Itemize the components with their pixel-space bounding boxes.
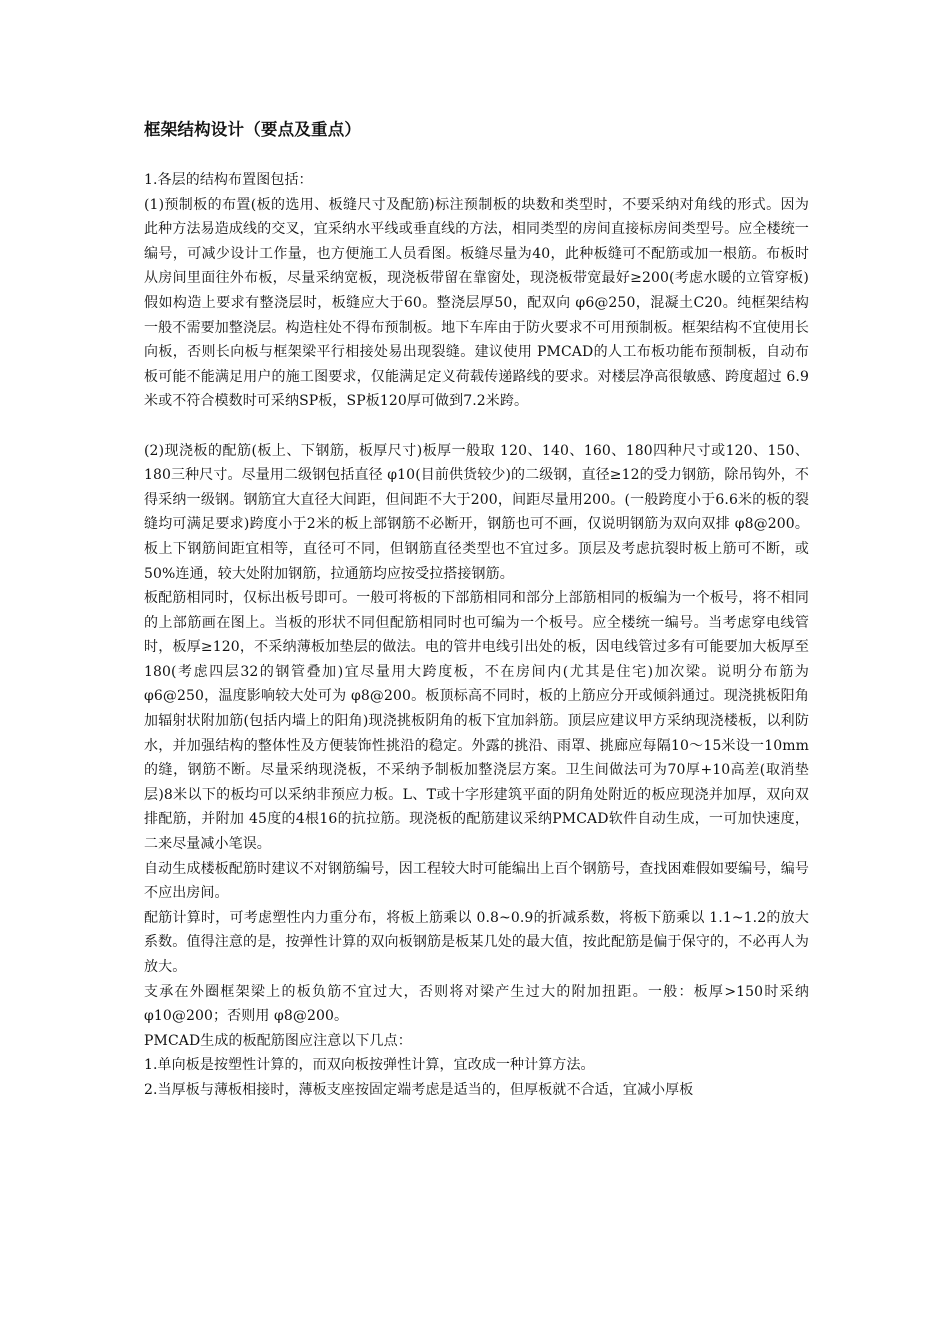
paragraph-precast-slab: (1)预制板的布置(板的选用、板缝尺寸及配筋)标注预制板的块数和类型时，不要采纳对角线的形式。因为此种方法易造成线的交叉，宜采纳水平线或垂直线的方法，相同类型的房间直接标房间类型号。应全楼统一编号，可减少设计工作量，也方便施工人员看图。板缝尽量为40，此种板缝可不配筋或加一根筋。布板时从房间里面往外布板，尽量采纳宽板，现浇板带留在靠窗处，现浇板带宽最好≥200(考虑水暖的立管穿板)假如构造上要求有整浇层时，板缝应大于60。整浇层厚50，配双向 φ6@250，混凝土C20。纯框架结构一般不需要加整浇层。构造柱处不得布预制板。地下车库由于防火要求不可用预制板。框架结构不宜使用长向板，否则长向板与框架梁平行相接处易出现裂缝。建议使用 PMCAD的人工布板功能布预制板，自动布板可能不能满足用户的施工图要求，仅能满足定义荷载传递路线的要求。对楼层净高很敏感、跨度超过 6.9 米或不符合模数时可采纳SP板，SP板120厚可做到7.2米跨。 bbox=[144, 196, 809, 410]
paragraph-slab-numbering: 板配筋相同时，仅标出板号即可。一般可将板的下部筋相同和部分上部筋相同的板编为一个板号，将不相同的上部筋画在图上。当板的形状不同但配筋相同时也可编为一个板号。应全楼统一编号。当考虑穿电线管时，板厚≥120，不采纳薄板加垫层的做法。电的管井电线引出处的板，因电线管过多有可能要加大板厚至180(考虑四层32的钢管叠加)宜尽量用大跨度板，不在房间内(尤其是住宅)加次梁。说明分布筋为 φ6@250，温度影响较大处可为 φ8@200。板顶标高不同时，板的上筋应分开或倾斜通过。现浇挑板阳角加辐射状附加筋(包括内墙上的阳角)现浇挑板阴角的板下宜加斜筋。顶层应建议甲方采纳现浇楼板，以利防水，并加强结构的整体性及方便装饰性挑沿的稳定。外露的挑沿、雨罩、挑廊应每隔10～15米设一10mm的缝，钢筋不断。尽量采纳现浇板，不采纳予制板加整浇层方案。卫生间做法可为70厚+10高差(取消垫层)8米以下的板均可以采纳非预应力板。L、T或十字形建筑平面的阴角处附近的板应现浇并加厚，双向双排配筋，并附加 45度的4根16的抗拉筋。现浇板的配筋建议采纳PMCAD软件自动生成，一可加快速度，二来尽量减小笔误。 bbox=[144, 590, 809, 853]
paragraph-note-2: 2.当厚板与薄板相接时，薄板支座按固定端考虑是适当的，但厚板就不合适，宜减小厚板 bbox=[144, 1081, 694, 1098]
document-page bbox=[144, 118, 809, 1103]
paragraph-plastic-redistribution: 配筋计算时，可考虑塑性内力重分布，将板上筋乘以 0.8~0.9的折减系数，将板下筋乘以 1.1~1.2的放大系数。值得注意的是，按弹性计算的双向板钢筋是板某几处的最大值，按此配筋是偏于保守的，不必再人为放大。 bbox=[144, 909, 809, 975]
paragraph-negative-reinforcement: 支承在外圈框架梁上的板负筋不宜过大，否则将对梁产生过大的附加扭距。一般：板厚>150时采纳 φ10@200；否则用 φ8@200。 bbox=[144, 983, 809, 1025]
document-title: 框架结构设计（要点及重点） bbox=[144, 120, 362, 139]
paragraph-spacer bbox=[144, 414, 809, 439]
paragraph-auto-generation: 自动生成楼板配筋时建议不对钢筋编号，因工程较大时可能编出上百个钢筋号，查找困难假如要编号，编号不应出房间。 bbox=[144, 860, 809, 902]
document-body bbox=[144, 168, 809, 1103]
paragraph-cast-slab-reinforcement: (2)现浇板的配筋(板上、下钢筋，板厚尺寸)板厚一般取 120、140、160、180四种尺寸或120、150、180三种尺寸。尽量用二级钢包括直径 φ10(目前供货较少)的二级钢，直径≥12的受力钢筋，除吊钩外，不得采纳一级钢。钢筋宜大直径大间距，但间距不大于200，间距尽量用200。(一般跨度小于6.6米的板的裂缝均可满足要求)跨度小于2米的板上部钢筋不必断开，钢筋也可不画，仅说明钢筋为双向双排 φ8@200。板上下钢筋间距宜相等，直径可不同，但钢筋直径类型也不宜过多。顶层及考虑抗裂时板上筋可不断，或50%连通，较大处附加钢筋，拉通筋均应按受拉搭接钢筋。 bbox=[144, 442, 809, 582]
paragraph-heading-layout: 1.各层的结构布置图包括： bbox=[144, 172, 313, 188]
paragraph-note-1: 1.单向板是按塑性计算的，而双向板按弹性计算，宜改成一种计算方法。 bbox=[144, 1057, 595, 1074]
paragraph-pmcad-notes: PMCAD生成的板配筋图应注意以下几点： bbox=[144, 1032, 412, 1049]
